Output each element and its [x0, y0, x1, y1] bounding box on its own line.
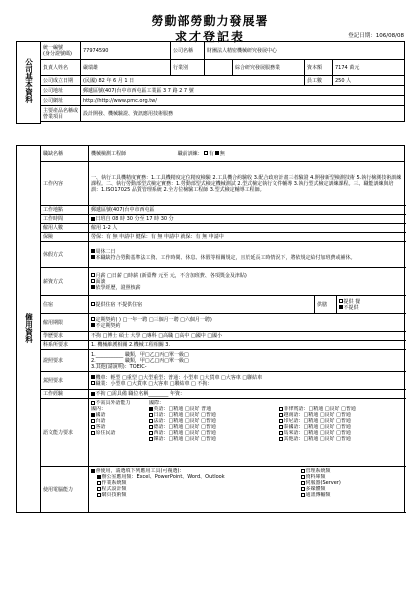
training-yes-label: 有 — [208, 150, 214, 157]
lang-vn-checkbox[interactable] — [279, 413, 283, 417]
staff-label: 員工數 — [305, 76, 333, 86]
meal-label: 供膳 — [315, 296, 337, 314]
pc-web-checkbox[interactable] — [97, 493, 101, 497]
lang-es-checkbox[interactable] — [149, 431, 153, 435]
lodging-text: 提供住宿 不提供住宿 — [95, 301, 143, 308]
motorcycle-checkbox[interactable] — [91, 375, 95, 379]
pc9-cell — [301, 492, 405, 498]
job-section-label: 僱用資料 — [17, 146, 41, 513]
salary-value — [89, 268, 405, 296]
period-value — [89, 314, 405, 332]
meal-yes-checkbox[interactable] — [339, 299, 343, 303]
hours-value — [89, 215, 405, 224]
lodging-value — [89, 296, 315, 314]
lang-id-checkbox[interactable] — [279, 419, 283, 423]
pc4-text: 網頁技術類 — [101, 492, 127, 498]
form-title: 求才登記表 — [174, 30, 245, 44]
dept-label: 科系所要求 — [41, 341, 89, 350]
lang-de-checkbox[interactable] — [149, 425, 153, 429]
lodging-yes-checkbox[interactable] — [91, 302, 95, 306]
capital-value: 7174 萬元 — [333, 60, 405, 76]
pc7-text: 伺服器(Server) — [305, 480, 341, 486]
lang-jp-checkbox[interactable] — [149, 413, 153, 417]
lang-th-checkbox[interactable] — [279, 425, 283, 429]
work-exp-text: 不拘 □需具備 職位名稱________ 年資： — [95, 391, 185, 397]
place-label: 工作地點 — [41, 206, 89, 215]
edu-value: 不拘 □博士 碩士 大學 □專科 □高職 □高中 □國中 □國小 — [89, 332, 405, 341]
drive-value — [89, 372, 405, 390]
drive-label: 駕照要求 — [41, 372, 89, 390]
day-shift-checkbox[interactable] — [91, 217, 95, 221]
meal-opt1-text: 提供 餐 — [343, 298, 361, 305]
industry-spacer — [205, 60, 233, 76]
lang-es-text: 西語：□精通 □良好 □普通 — [153, 430, 216, 436]
lang-d3-text: 客語 — [95, 424, 106, 430]
drive-line1: 機車：輕型 □重型 □大型重型；普通：小型車 □大貨車 □大客車 □聯結車 — [95, 374, 263, 381]
salary-opt1-text: 月薪 □日薪 □時薪 (新臺幣 元至 元，不含加班費、各項獎金及津貼) — [95, 272, 247, 279]
license-line3: 3.其他(請說明)：TOEIC- — [91, 363, 147, 370]
period-label: 僱用期限 — [41, 314, 89, 332]
exp-any-checkbox[interactable] — [91, 392, 95, 396]
lang-kr-checkbox[interactable] — [149, 437, 153, 441]
period-opt2-text: 不定期契約 — [95, 322, 121, 329]
content-label: 工作內容 — [41, 162, 89, 206]
pc-grid — [91, 468, 405, 498]
lang-fr-checkbox[interactable] — [149, 419, 153, 423]
company-name-value: 財團法人精密機械研究發展中心 — [205, 42, 405, 60]
meal-no-checkbox[interactable] — [339, 305, 343, 309]
count-label: 僱用人數 — [41, 224, 89, 233]
license-value — [89, 350, 405, 372]
pc2-text: 作業系統類 — [101, 480, 127, 486]
founded-value: (民國) 82 年 6 月 1 日 — [81, 76, 305, 86]
license-line1: 1.___________ 職類，甲□乙□丙□單一級□ — [91, 351, 189, 358]
website-value[interactable]: http://http://www.pmc.org.tw/ — [81, 96, 405, 106]
rest-value — [89, 242, 405, 268]
owner-value: 嚴瑞雄 — [81, 60, 171, 76]
two-day-weekend-checkbox[interactable] — [91, 249, 95, 253]
pc-server-checkbox[interactable] — [301, 481, 305, 485]
pc-media-checkbox[interactable] — [301, 487, 305, 491]
job-title-value — [89, 146, 405, 162]
meal-opt2-text: 不提供 — [343, 304, 359, 311]
lang-my-text: 馬來語：□精通 □良好 □普通 — [283, 430, 351, 436]
license-line2: 2.___________ 職類，甲□乙□丙□單一級□ — [91, 357, 189, 364]
lang-other-text: 其他語：□精通 □良好 □普通 — [283, 436, 351, 442]
training-no-checkbox[interactable] — [215, 151, 219, 155]
lang-d2-text: 台語 — [95, 418, 106, 424]
lang-de-text: 德語：□精通 □良好 □普通 — [153, 424, 216, 430]
lang-jp-text: 日語：□精通 □良好 □普通 — [153, 412, 216, 418]
lang-en-checkbox[interactable] — [149, 407, 153, 411]
pc9-text: 通訊傳輸類 — [305, 492, 331, 498]
pc1-text: 辦公室應用類：Excel、PowerPoint、Word、Outlook — [101, 474, 225, 480]
pc-value — [89, 467, 405, 513]
agency-title: 勞動部勞動力發展署 — [151, 14, 269, 28]
training-no-label: 無 — [219, 150, 225, 157]
founded-label: 公司成立日期 — [41, 76, 81, 86]
company-section-label: 公司基本資料 — [17, 42, 41, 124]
training-yes-checkbox[interactable] — [204, 151, 208, 155]
hours-text: 日班自 08 時 30 分至 17 時 30 分 — [95, 216, 174, 222]
content-value: 一、執行工具機精度實務：1.工具機精度定位精度檢驗 2.工具機合約驗收 3.配合政府計畫三者驗證 4.開發新型檢測技術 5.執行檢測技術訓練課程。二、執行勞動部型式檢定實務：1.勞動部型式檢定機械測試 2.型式檢定執行文件輔導 3.執行型式檢定訓練課程。三、職能訓練與培訓：1.ISO17025 品質管理系統 2.全方位檢驗工程師 3.型式檢定輔導工程師。 — [89, 162, 405, 206]
pc-office-checkbox[interactable] — [97, 475, 101, 479]
job-title-label: 職缺名稱 — [41, 146, 89, 162]
lang-vn-text: 越南語：□精通 □良好 □普通 — [283, 412, 351, 418]
lang-d1-text: 國語 — [95, 412, 106, 418]
pc-intro-text: 會使用，請選填下列應用工具(可複選)： — [95, 468, 185, 474]
indefinite-checkbox[interactable] — [91, 323, 95, 327]
pc3-text: 程式設計類 — [101, 486, 127, 492]
lang-value — [89, 399, 405, 467]
address-label: 公司地址 — [41, 86, 81, 96]
training-label: 職前訓練： — [177, 150, 203, 157]
products-label: 主要產品名稱或營業項目 — [41, 106, 81, 122]
salary-label: 薪資方式 — [41, 268, 89, 296]
address-value: 郵遞區號(407)台中市西屯區工業區 3 7 路 2 7 號 — [81, 86, 405, 96]
lang-mandarin-checkbox[interactable] — [91, 413, 95, 417]
job-table — [16, 145, 405, 513]
lang-fr-text: 法語：□精通 □良好 □普通 — [153, 418, 216, 424]
place-value: 郵遞區號(407)台中市西屯區 — [89, 206, 405, 215]
pc5-text: 管理系統類 — [305, 468, 331, 474]
fixed-term-checkbox[interactable] — [91, 317, 95, 321]
lang-th-text: 泰國語：□精通 □良好 □普通 — [283, 424, 351, 430]
job-title-text: 機械檢測工程師 — [91, 150, 127, 157]
lang-taiwanese-checkbox[interactable] — [91, 419, 95, 423]
work-exp-value — [89, 390, 405, 399]
lang-any-checkbox[interactable] — [91, 401, 95, 405]
company-table — [16, 41, 405, 124]
work-exp-label: 工作經驗 — [41, 390, 89, 399]
lang-id-text: 印尼語：□精通 □良好 □普通 — [283, 418, 351, 424]
insurance-value: 勞保：有 無 申請中 健保：有 無 申請中 就保：有 無 申請中 — [89, 233, 405, 242]
lang-d4-text: 原住民語 — [95, 430, 116, 436]
insurance-label: 保險 — [41, 233, 89, 242]
rest-opt1-text: 周休二日 — [95, 248, 116, 255]
lang-kr-text: 韓語：□精通 □良好 □普通 — [153, 436, 216, 442]
company-name-label: 公司名稱 — [171, 42, 205, 60]
professional-checkbox[interactable] — [91, 381, 95, 385]
hours-label: 工作時間 — [41, 215, 89, 224]
capital-label: 資本額 — [305, 60, 333, 76]
period-opt1-text: 定期契約( ) □一年一聘 □三個月一聘 □六個月一聘) — [95, 316, 212, 323]
rest-opt2-text: 本職缺符合勞動基準法工資、工作時間、休息、休假等相關規定，且於延長工時情況下，將依規定給付加班費或補休。 — [95, 254, 356, 261]
pc6-text: 資料庫類 — [305, 474, 326, 480]
lang-ph-checkbox[interactable] — [279, 407, 283, 411]
license-label: 證照要求 — [41, 350, 89, 372]
lang-ph-text: 菲律賓語：□精通 □良好 □普通 — [283, 406, 356, 412]
meal-value — [337, 296, 405, 314]
pc-use-checkbox[interactable] — [91, 469, 95, 473]
id-value: 77974590 — [81, 42, 171, 60]
id-label: 統一編號 (身分證號碼) — [41, 42, 81, 60]
industry-label: 行業別 — [171, 60, 205, 76]
pc4-cell — [91, 492, 301, 498]
interview-checkbox[interactable] — [91, 279, 95, 283]
dept-value: 1. 機械維護相關 2.機械工程相關 3. — [89, 341, 405, 350]
pc-label: 使用電腦能力 — [41, 467, 89, 513]
lang-label: 語文能力要求 — [41, 399, 89, 467]
owner-label: 負責人姓名 — [41, 60, 81, 76]
lang-grid — [91, 400, 405, 442]
products-value: 設計開發、機械驗證、資訊應用技術服務 — [81, 106, 405, 122]
count-value: 僱用 1-2 人 — [89, 224, 405, 233]
lang-other-checkbox[interactable] — [279, 437, 283, 441]
pc-os-checkbox[interactable] — [97, 481, 101, 485]
website-label: 公司網址 — [41, 96, 81, 106]
by-experience-checkbox[interactable] — [91, 285, 95, 289]
lang-my-checkbox[interactable] — [279, 431, 283, 435]
registration-date: 登記日期：106/08/08 — [348, 33, 404, 39]
salary-opt3-text: 依學經歷，證照核薪 — [95, 284, 141, 291]
lang-kr-cell — [149, 436, 249, 442]
lang-domestic-label: 國內： — [91, 406, 107, 412]
lang-indigenous-checkbox[interactable] — [91, 431, 95, 435]
rest-label: 休假方式 — [41, 242, 89, 268]
staff-value: 250 人 — [333, 76, 405, 86]
drive-line2: 職業：小型車 □大貨車 □大客車 □聯結車 □ 不拘： — [95, 380, 213, 387]
pc-comm-checkbox[interactable] — [301, 493, 305, 497]
salary-opt2-text: 面談 — [95, 278, 106, 285]
labor-law-checkbox[interactable] — [91, 255, 95, 259]
lodging-label: 住宿 — [41, 296, 89, 314]
lang-foreign-label: 國際： — [149, 400, 165, 406]
pc-prog-checkbox[interactable] — [97, 487, 101, 491]
edu-label: 學歷要求 — [41, 332, 89, 341]
lang-en-text: 英語：□精通 □良好 普通 — [153, 406, 212, 412]
pc8-text: 多媒體類 — [305, 486, 326, 492]
lang-any-text: 不需具外語能力 — [95, 400, 131, 406]
industry-value: 綜合研究發展服務業 — [233, 60, 305, 76]
pc-mgmt-checkbox[interactable] — [301, 469, 305, 473]
pc-db-checkbox[interactable] — [301, 475, 305, 479]
lang-hakka-checkbox[interactable] — [91, 425, 95, 429]
lang-other-cell — [279, 436, 405, 442]
monthly-checkbox[interactable] — [91, 273, 95, 277]
